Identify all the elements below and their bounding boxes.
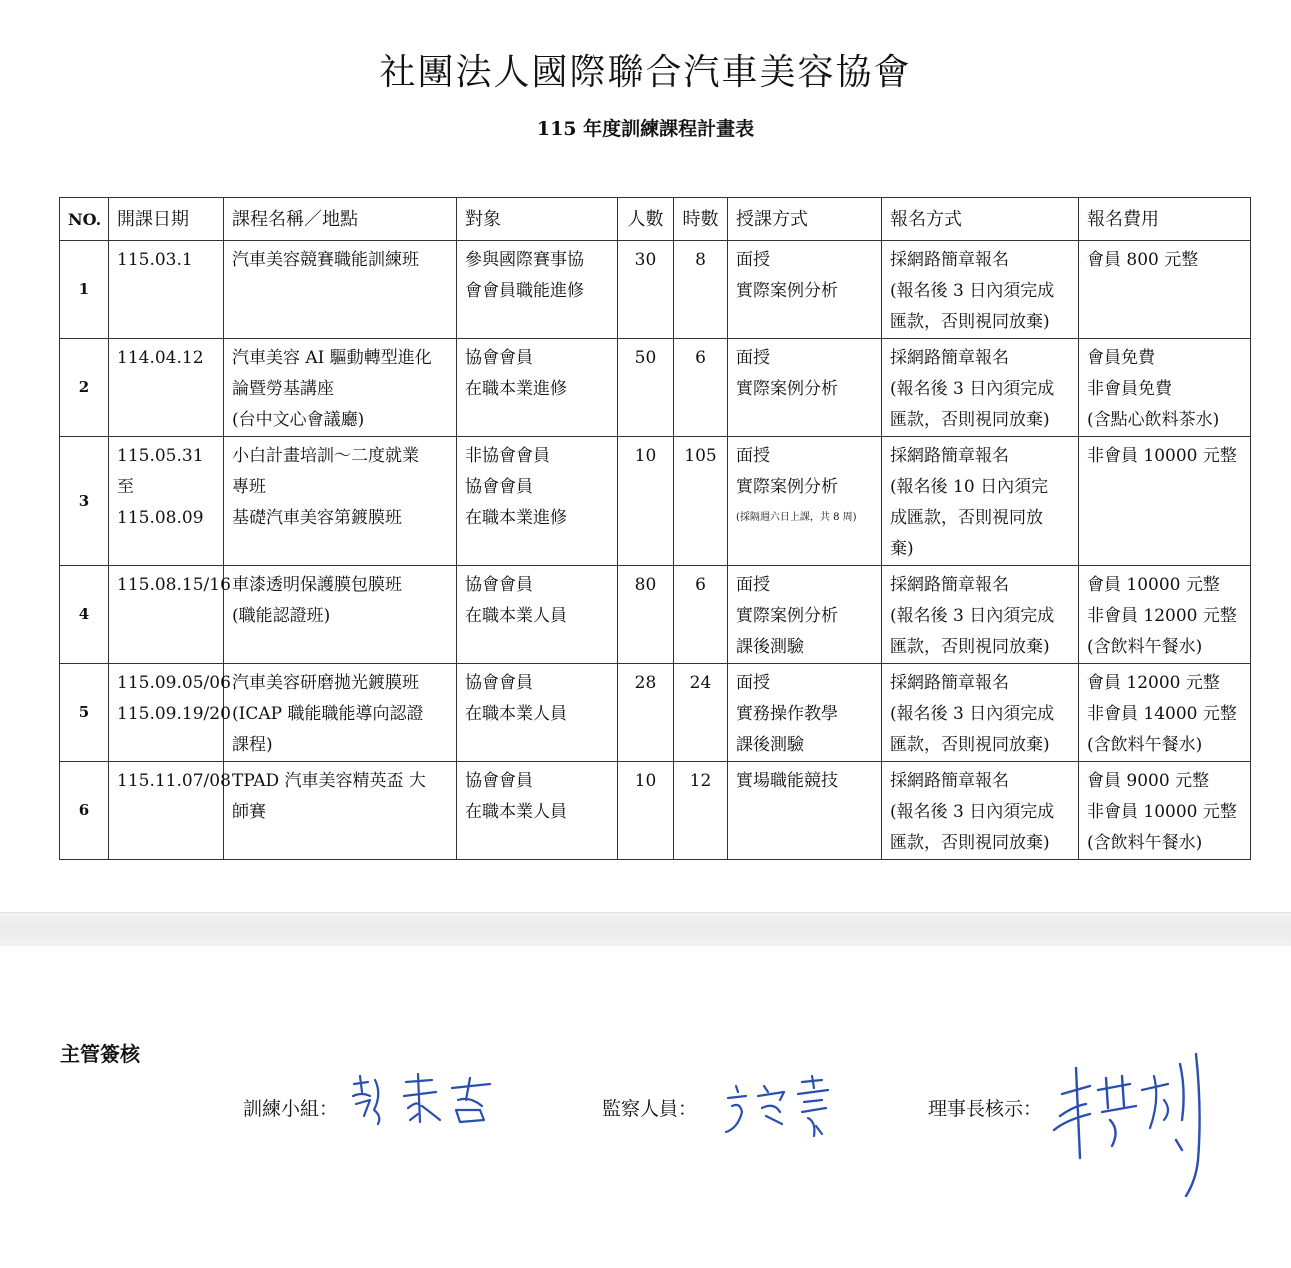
- cell-date-line: 115.09.19/20: [117, 704, 231, 724]
- cell-fee-line: 會員 12000 元整: [1087, 673, 1220, 693]
- header-registration: 報名方式: [882, 198, 1079, 241]
- cell-registration: [882, 566, 1079, 664]
- supervisor-signature: [718, 1072, 838, 1146]
- cell-method: [728, 566, 882, 664]
- cell-registration-line: (報名後 3 日內須完成: [890, 802, 1055, 822]
- cell-method: [728, 437, 882, 566]
- cell-date-line: 114.04.12: [117, 348, 204, 368]
- handwritten-signature-chairman: [1046, 1050, 1216, 1205]
- cell-target-line: 協會會員: [465, 575, 533, 595]
- header-hours: 時數: [674, 198, 728, 241]
- signature-heading: 主管簽核: [60, 1042, 140, 1066]
- cell-fee-line: (含飲料午餐水): [1087, 735, 1203, 755]
- header-method: 授課方式: [728, 198, 882, 241]
- cell-course-line: (職能認證班): [232, 606, 331, 626]
- cell-method-line: 實場職能競技: [736, 771, 838, 791]
- table-row: [60, 762, 1251, 860]
- cell-method: [728, 339, 882, 437]
- cell-course-line: 課程): [232, 735, 273, 755]
- cell-no-value: 6: [78, 801, 90, 819]
- cell-registration-line: 採網路簡章報名: [890, 250, 1009, 270]
- cell-registration-line: 採網路簡章報名: [890, 771, 1009, 791]
- cell-method-line: 實際案例分析: [736, 379, 838, 399]
- handwritten-signature-supervisor: [718, 1072, 838, 1142]
- cell-registration-line: 棄): [890, 539, 914, 559]
- cell-registration-line: 成匯款，否則視同放: [890, 508, 1043, 528]
- cell-target: [457, 437, 618, 566]
- cell-date: [109, 437, 224, 566]
- cell-course-line: 汽車美容競賽職能訓練班: [232, 250, 419, 270]
- cell-date: [109, 339, 224, 437]
- cell-registration-line: (報名後 10 日內須完: [890, 477, 1049, 497]
- cell-fee-line: 會員 800 元整: [1087, 250, 1199, 270]
- header-no: NO.: [60, 198, 109, 241]
- cell-people-value: 10: [634, 446, 657, 466]
- cell-fee-line: 非會員 10000 元整: [1087, 446, 1237, 466]
- cell-target-line: 在職本業人員: [465, 606, 567, 626]
- cell-fee-line: 非會員免費: [1087, 379, 1172, 399]
- cell-no: [60, 566, 109, 664]
- cell-registration-line: (報名後 3 日內須完成: [890, 606, 1055, 626]
- cell-registration-line: 採網路簡章報名: [890, 348, 1009, 368]
- cell-fee: [1079, 437, 1251, 566]
- supervisor-label: 監察人員：: [602, 1098, 698, 1120]
- page-break: [0, 912, 1291, 948]
- cell-course: [224, 339, 457, 437]
- cell-target-line: 在職本業進修: [465, 508, 567, 528]
- cell-registration-line: 採網路簡章報名: [890, 673, 1009, 693]
- cell-date-line: 115.08.15/16: [117, 575, 231, 595]
- cell-target-line: 會會員職能進修: [465, 281, 584, 301]
- training-team-label: 訓練小組：: [243, 1098, 339, 1120]
- cell-date: [109, 241, 224, 339]
- cell-no-value: 4: [78, 605, 90, 623]
- cell-registration-line: (報名後 3 日內須完成: [890, 379, 1055, 399]
- cell-method-line: 實際案例分析: [736, 477, 838, 497]
- document-title: 社團法人國際聯合汽車美容協會: [379, 52, 912, 93]
- cell-target-line: 參與國際賽事協: [465, 250, 584, 270]
- cell-date-line: 115.08.09: [117, 508, 204, 528]
- cell-target-line: 在職本業人員: [465, 704, 567, 724]
- training-plan-table: [59, 197, 1251, 860]
- cell-registration-line: 匯款，否則視同放棄): [890, 637, 1050, 657]
- cell-target-line: 在職本業人員: [465, 802, 567, 822]
- cell-method-line: 面授: [736, 446, 770, 466]
- header-target: 對象: [457, 198, 618, 241]
- cell-target-line: 協會會員: [465, 477, 533, 497]
- header-date: 開課日期: [109, 198, 224, 241]
- cell-no-value: 1: [78, 280, 90, 298]
- table-row: [60, 437, 1251, 566]
- cell-target-line: 協會會員: [465, 673, 533, 693]
- cell-people: [618, 762, 674, 860]
- header-fee: 報名費用: [1079, 198, 1251, 241]
- cell-fee-line: (含飲料午餐水): [1087, 833, 1203, 853]
- cell-target: [457, 664, 618, 762]
- cell-fee: [1079, 339, 1251, 437]
- cell-date-line: 115.09.05/06: [117, 673, 231, 693]
- cell-target-line: 協會會員: [465, 771, 533, 791]
- cell-course: [224, 437, 457, 566]
- cell-registration: [882, 664, 1079, 762]
- cell-fee-line: (含點心飲料茶水): [1087, 410, 1220, 430]
- header-people: 人數: [618, 198, 674, 241]
- cell-people: [618, 566, 674, 664]
- cell-target-line: 在職本業進修: [465, 379, 567, 399]
- table-row: [60, 664, 1251, 762]
- cell-date-line: 115.05.31: [117, 446, 204, 466]
- cell-registration-line: 匯款，否則視同放棄): [890, 833, 1050, 853]
- cell-target: [457, 762, 618, 860]
- cell-hours-value: 105: [684, 446, 717, 466]
- cell-fee-line: 非會員 12000 元整: [1087, 606, 1237, 626]
- cell-registration-line: 匯款，否則視同放棄): [890, 410, 1050, 430]
- cell-registration-line: 採網路簡章報名: [890, 575, 1009, 595]
- cell-method-line: 實際案例分析: [736, 281, 838, 301]
- cell-hours: [674, 762, 728, 860]
- table-row: [60, 241, 1251, 339]
- cell-course-line: 師賽: [232, 802, 266, 822]
- cell-people: [618, 437, 674, 566]
- cell-people-value: 28: [634, 673, 657, 693]
- cell-target-line: 協會會員: [465, 348, 533, 368]
- cell-no: [60, 241, 109, 339]
- table-row: [60, 339, 1251, 437]
- cell-course-line: 車漆透明保護膜包膜班: [232, 575, 402, 595]
- cell-method-line: 實務操作教學: [736, 704, 838, 724]
- cell-course-line: TPAD 汽車美容精英盃 大: [232, 771, 426, 791]
- cell-registration-line: 匯款，否則視同放棄): [890, 735, 1050, 755]
- cell-course-line: 基礎汽車美容第鍍膜班: [232, 508, 402, 528]
- cell-method: [728, 241, 882, 339]
- cell-fee: [1079, 566, 1251, 664]
- cell-date-line: 115.11.07/08: [117, 771, 231, 791]
- cell-method: [728, 664, 882, 762]
- chairman-label: 理事長核示：: [928, 1098, 1043, 1120]
- table-body: [60, 241, 1251, 860]
- cell-method-line: 課後測驗: [736, 735, 804, 755]
- cell-registration-line: (報名後 3 日內須完成: [890, 281, 1055, 301]
- cell-fee-line: 會員 9000 元整: [1087, 771, 1210, 791]
- document-subtitle: 115 年度訓練課程計畫表: [536, 118, 755, 140]
- cell-method-line: 面授: [736, 250, 770, 270]
- cell-registration: [882, 339, 1079, 437]
- cell-fee: [1079, 241, 1251, 339]
- cell-registration: [882, 437, 1079, 566]
- cell-hours-value: 8: [695, 250, 706, 270]
- chairman-signature: [1046, 1050, 1216, 1209]
- cell-fee: [1079, 664, 1251, 762]
- cell-course-line: 小白計畫培訓～二度就業: [232, 446, 419, 466]
- cell-fee-line: 會員 10000 元整: [1087, 575, 1220, 595]
- cell-people-value: 50: [634, 348, 657, 368]
- cell-no-value: 2: [78, 378, 90, 396]
- cell-course: [224, 241, 457, 339]
- cell-no: [60, 762, 109, 860]
- cell-registration: [882, 762, 1079, 860]
- cell-course: [224, 762, 457, 860]
- cell-fee: [1079, 762, 1251, 860]
- cell-no-value: 5: [78, 703, 90, 721]
- cell-method-line: 面授: [736, 348, 770, 368]
- cell-target: [457, 339, 618, 437]
- handwritten-signature-training: [348, 1070, 498, 1130]
- cell-method-line: 面授: [736, 575, 770, 595]
- cell-hours-value: 6: [695, 348, 706, 368]
- cell-hours: [674, 437, 728, 566]
- cell-people: [618, 664, 674, 762]
- cell-date: [109, 762, 231, 860]
- header-course: 課程名稱／地點: [224, 198, 457, 241]
- cell-method-line: 實際案例分析: [736, 606, 838, 626]
- cell-registration: [882, 241, 1079, 339]
- cell-people-value: 30: [634, 250, 657, 270]
- cell-course-line: 汽車美容 AI 驅動轉型進化: [232, 348, 432, 368]
- cell-date: [109, 664, 231, 762]
- cell-people: [618, 339, 674, 437]
- cell-people: [618, 241, 674, 339]
- cell-hours-value: 24: [689, 673, 712, 693]
- cell-fee-line: (含飲料午餐水): [1087, 637, 1203, 657]
- cell-date-line: 至: [117, 477, 134, 497]
- cell-method-line: 面授: [736, 673, 770, 693]
- cell-hours: [674, 566, 728, 664]
- cell-course-line: (台中文心會議廳): [232, 410, 365, 430]
- cell-target-line: 非協會會員: [465, 446, 550, 466]
- cell-course-line: (ICAP 職能職能導向認證: [232, 704, 424, 724]
- cell-hours-value: 6: [695, 575, 706, 595]
- cell-course: [224, 664, 457, 762]
- cell-course-line: 專班: [232, 477, 266, 497]
- cell-fee-line: 非會員 14000 元整: [1087, 704, 1237, 724]
- cell-fee-line: 會員免費: [1087, 348, 1155, 368]
- cell-date-line: 115.03.1: [117, 250, 193, 270]
- cell-no-value: 3: [78, 491, 90, 510]
- cell-method-line: 課後測驗: [736, 637, 804, 657]
- cell-hours: [674, 339, 728, 437]
- cell-hours-value: 12: [689, 771, 712, 791]
- cell-registration-line: (報名後 3 日內須完成: [890, 704, 1055, 724]
- table-row: [60, 566, 1251, 664]
- schedule-note: (採隔週六日上課，共 8 周): [736, 512, 857, 523]
- cell-date: [109, 566, 231, 664]
- cell-course-line: 汽車美容研磨拋光鍍膜班: [232, 673, 419, 693]
- cell-people-value: 80: [634, 575, 657, 595]
- cell-registration-line: 採網路簡章報名: [890, 446, 1009, 466]
- cell-no: [60, 339, 109, 437]
- cell-method: [728, 762, 882, 860]
- table-header-row: [60, 198, 1251, 241]
- cell-target: [457, 566, 618, 664]
- cell-no: [60, 664, 109, 762]
- cell-course-line: 論暨勞基講座: [232, 379, 334, 399]
- cell-hours: [674, 664, 728, 762]
- cell-no: [60, 437, 109, 566]
- cell-registration-line: 匯款，否則視同放棄): [890, 312, 1050, 332]
- cell-target: [457, 241, 618, 339]
- cell-course: [224, 566, 457, 664]
- cell-people-value: 10: [634, 771, 657, 791]
- cell-fee-line: 非會員 10000 元整: [1087, 802, 1237, 822]
- training-team-signature: [348, 1070, 498, 1134]
- cell-hours: [674, 241, 728, 339]
